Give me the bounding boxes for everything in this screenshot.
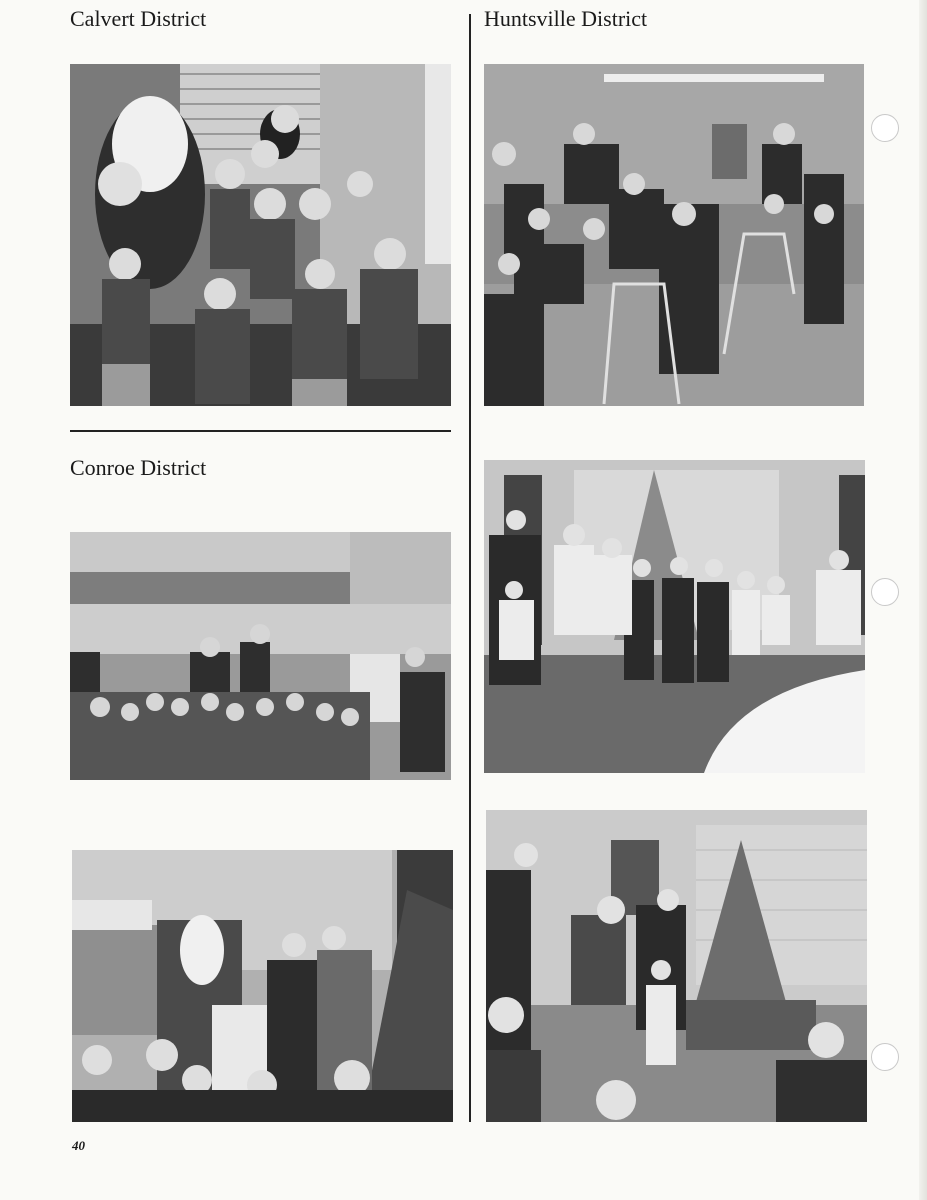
binder-hole-bottom [871, 1043, 899, 1071]
binder-hole-top [871, 114, 899, 142]
page-edge [919, 0, 927, 1200]
photo-huntsville-gathering [484, 64, 864, 406]
binder-hole-middle [871, 578, 899, 606]
photo-huntsville-children-lineup [484, 460, 865, 773]
page-number: 40 [72, 1138, 85, 1153]
photo-conroe-santa-presents [72, 850, 453, 1122]
column-divider [469, 14, 471, 1122]
photo-huntsville-santa-boy [486, 810, 867, 1122]
heading-calvert-district: Calvert District [70, 6, 207, 31]
heading-conroe-district: Conroe District [70, 455, 207, 480]
photo-calvert-santa-children [70, 64, 451, 406]
heading-huntsville-district: Huntsville District [484, 6, 648, 31]
section-divider [70, 430, 451, 432]
photo-conroe-kitchen-party [70, 532, 451, 780]
